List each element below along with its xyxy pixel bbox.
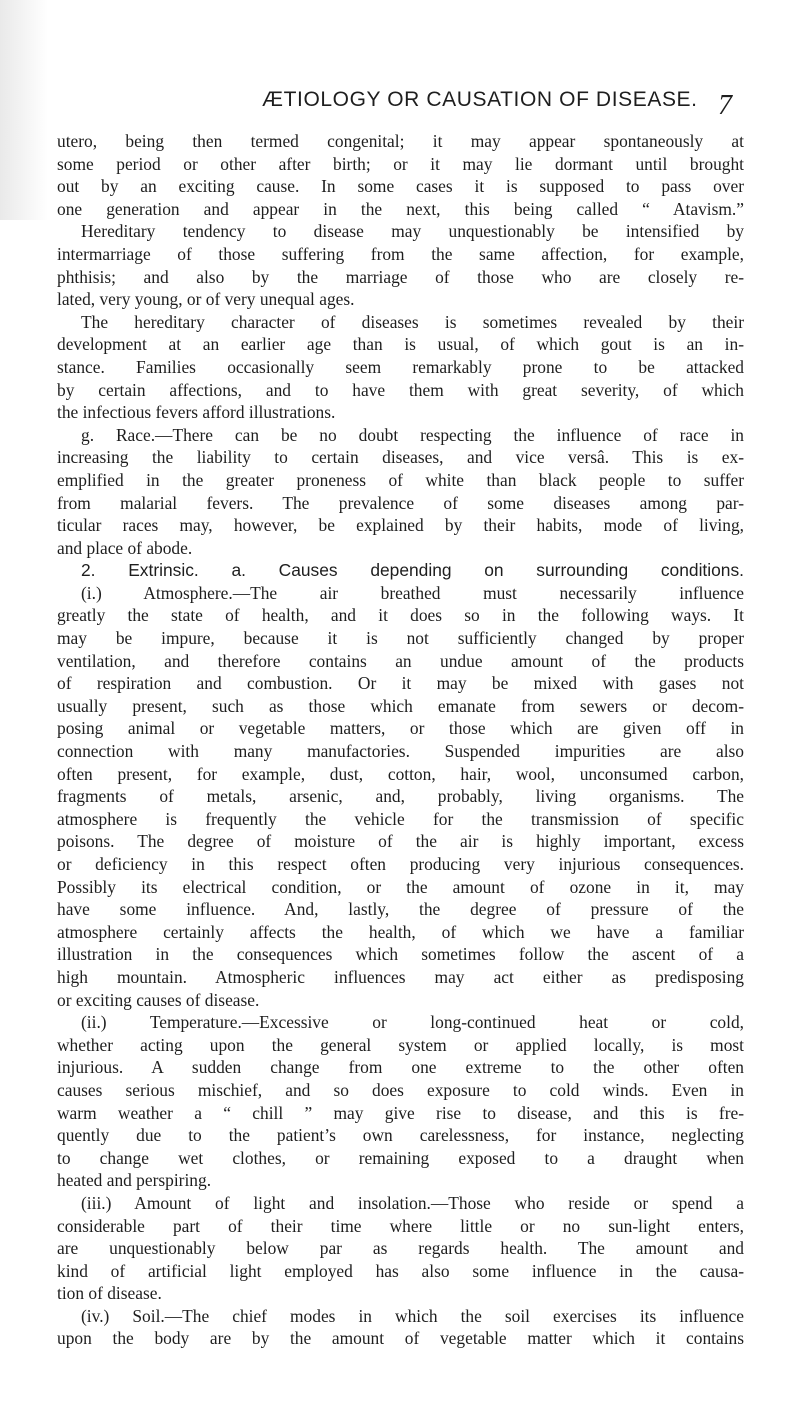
running-title: ÆTIOLOGY OR CAUSATION OF DISEASE. [262, 88, 698, 111]
text-line: may be impure, because it is not sufficiently changed by proper [57, 628, 744, 649]
text-line: (iv.) Soil.—The chief modes in which the soil exercises its influence [81, 1305, 744, 1326]
text-line: ventilation, and therefore contains an undue amount of the products [57, 650, 744, 671]
text-line: from malarial fevers. The prevalence of some diseases among par- [57, 492, 744, 513]
body-text [57, 130, 744, 1350]
text-line: kind of artificial light employed has also some influence in the causa- [57, 1260, 744, 1281]
text-line: and place of abode. [57, 537, 193, 558]
text-line: warm weather a “ chill ” may give rise to disease, and this is fre- [57, 1102, 744, 1123]
text-line: posing animal or vegetable matters, or those which are given off in [57, 718, 744, 739]
text-line: ticular races may, however, be explained by their habits, mode of living, [57, 515, 744, 536]
text-line: upon the body are by the amount of vegetable matter which it contains [57, 1328, 744, 1349]
text-line: tion of disease. [57, 1283, 162, 1304]
page-edge-shadow [0, 0, 48, 220]
text-line: stance. Families occasionally seem remarkably prone to be attacked [57, 356, 744, 377]
text-line: phthisis; and also by the marriage of those who are closely re- [57, 266, 744, 287]
text-line: increasing the liability to certain diseases, and vice versâ. This is ex- [57, 447, 744, 468]
text-line: some period or other after birth; or it may lie dormant until brought [57, 153, 744, 174]
text-line: the infectious fevers afford illustrations. [57, 402, 336, 423]
text-line: causes serious mischief, and so does exposure to cold winds. Even in [57, 1079, 744, 1100]
text-line: Hereditary tendency to disease may unquestionably be intensified by [81, 221, 744, 242]
text-line: or exciting causes of disease. [57, 989, 260, 1010]
text-line: to change wet clothes, or remaining exposed to a draught when [57, 1147, 744, 1168]
text-line: usually present, such as those which emanate from sewers or decom- [57, 695, 744, 716]
page-number: 7 [718, 90, 732, 121]
text-line: whether acting upon the general system or applied locally, is most [57, 1034, 744, 1055]
text-line: The hereditary character of diseases is sometimes revealed by their [81, 311, 744, 332]
text-line: have some influence. And, lastly, the degree of pressure of the [57, 899, 744, 920]
text-line: atmosphere certainly affects the health, of which we have a familiar [57, 921, 744, 942]
text-line: utero, being then termed congenital; it may appear spontaneously at [57, 131, 744, 151]
text-line: considerable part of their time where little or no sun-light enters, [57, 1215, 744, 1236]
text-line: fragments of metals, arsenic, and, probably, living organisms. The [57, 786, 744, 807]
text-line: are unquestionably below par as regards health. The amount and [57, 1238, 744, 1259]
text-line: development at an earlier age than is usual, of which gout is an in- [57, 334, 744, 355]
text-line: (ii.) Temperature.—Excessive or long-continued heat or cold, [81, 1012, 744, 1033]
text-line: intermarriage of those suffering from the same affection, for example, [57, 243, 744, 264]
text-line: connection with many manufactories. Suspended impurities are also [57, 741, 744, 762]
text-line: often present, for example, dust, cotton, hair, wool, unconsumed carbon, [57, 763, 744, 784]
text-line: out by an exciting cause. In some cases it is supposed to pass over [57, 176, 744, 197]
text-line: injurious. A sudden change from one extreme to the other often [57, 1057, 744, 1078]
page-header [262, 88, 732, 128]
text-line: g. Race.—There can be no doubt respecting the influence of race in [81, 424, 744, 445]
text-line: by certain affections, and to have them with great severity, of which [57, 379, 744, 400]
text-line: (iii.) Amount of light and insolation.—Those who reside or spend a [81, 1192, 744, 1213]
text-line: atmosphere is frequently the vehicle for the transmission of specific [57, 808, 744, 829]
text-line: emplified in the greater proneness of white than black people to suffer [57, 469, 744, 490]
text-line: high mountain. Atmospheric influences may act either as predisposing [57, 966, 744, 987]
text-line: (i.) Atmosphere.—The air breathed must necessarily influence [81, 582, 744, 603]
text-line: of respiration and combustion. Or it may be mixed with gases not [57, 673, 744, 694]
text-line: lated, very young, or of very unequal ages. [57, 289, 355, 310]
text-line: greatly the state of health, and it does so in the following ways. It [57, 605, 744, 626]
text-line: Possibly its electrical condition, or the amount of ozone in it, may [57, 876, 744, 897]
text-line: quently due to the patient’s own carelessness, for instance, neglecting [57, 1125, 744, 1146]
text-line: heated and perspiring. [57, 1170, 212, 1191]
section-heading: 2. Extrinsic. a. Causes depending on surrounding conditions. [81, 560, 744, 581]
text-line: illustration in the consequences which sometimes follow the ascent of a [57, 944, 744, 965]
text-line: or deficiency in this respect often producing very injurious consequences. [57, 854, 744, 874]
text-line: one generation and appear in the next, this being called “ Atavism.” [57, 198, 744, 219]
text-line: poisons. The degree of moisture of the air is highly important, excess [57, 831, 744, 852]
